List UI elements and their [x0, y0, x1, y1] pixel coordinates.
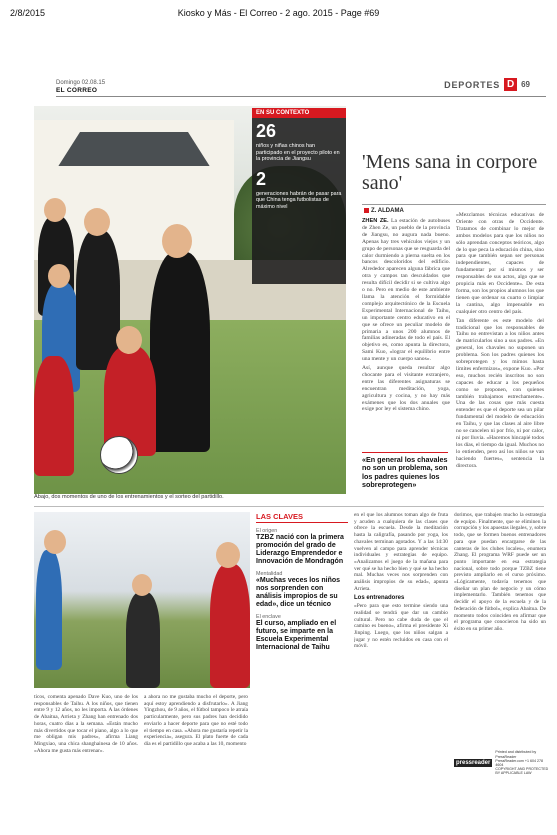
- key-point-text: El curso, ampliado en el futuro, se imparte en la Escuela Experimental Internacional de Taihu: [256, 620, 337, 651]
- section-divider: [34, 506, 544, 507]
- article-paragraph: «Pero para que esto termine siendo una realidad se tendrá que dar un cambio cultural. Pero no cabe duda de que el camino es bueno», afirma el presidente Xi Jinping. Luego, que los niños salgan a jugar y no estén recluidos en casa con el móvil.: [354, 603, 448, 650]
- article-paragraph: «Mezclamos técnicas educativas de Oriente con otras de Occidente. Tratamos de combinar lo mejor de ambos modelos para que los niños no sólo aprendan conceptos teóricos, algo de lo que peca la educación china, sino para que también sepan ser personas independientes, capaces de fundamentar por sí mismos y ser responsables de sus actos, algo que se propicia más en Occidente». De esta forma, son los propios alumnos los que tienen que ordenar su cuarto o limpiar la cantina, algo impensable en cualquier otro centro del país.: [456, 212, 544, 315]
- article-column: ZHEN ZE. La estación de autobuses de Zhen Ze, un pueblo de la provincia de Jiangsu, no augura nada bueno. Apenas hay tres vehículos viejos y un grupo de personas que se resguarda del calor durmiendo a pierna suelta en los bancos descoloridos del edificio. Alrededor aparecen alguna fábrica que otra y campos tan descuidados que resulta difícil decidir si se cultiva algo o no. Pero en medio de este ambiente llama la atención el formidable complejo arquitectónico de la Escuela Experimental Internacional de Taihu, un importante centro educativo en el que se ofrece un peculiar modelo de primaria a unos 200 alumnos de familias adineradas de todo el país. El objetivo es, como apunta la directora, Sami Kuo, «lograr el equilibrio entre una mente y un cuerpo sanos». Así, aunque queda resultar algo chocante para el visitante extranjero, entre las diferentes asignaturas se encuentran meditación, yoga, agricultura y cocina, y no hay más exámenes que los dos anuales que exige por ley el sistema chino.: [362, 218, 450, 413]
- training-photo: [34, 512, 250, 688]
- issue-date: Domingo 02.08.15: [56, 80, 106, 86]
- player-figure: [210, 564, 250, 688]
- section-header: [444, 78, 530, 91]
- footer-line: Printed and distributed by PressReader: [495, 750, 537, 759]
- article-paragraph: Así, aunque queda resultar algo chocante para el visitante extranjero, entre las diferentes asignaturas se encuentran meditación, yoga, agricultura y cocina, y no hay más exámenes que los dos anuales que exige por ley el sistema chino.: [362, 365, 450, 413]
- article-headline: 'Mens sana in corpore sano': [362, 151, 538, 194]
- viewer-header: [0, 8, 557, 22]
- pressreader-logo: pressreader: [456, 760, 491, 766]
- key-point-label: El enclave: [256, 614, 281, 620]
- player-figure: [36, 550, 62, 670]
- footer-line: PressReader.com +1 604 278 4604: [495, 758, 544, 767]
- context-stat-number: 2: [256, 168, 267, 189]
- context-label: EN SU CONTEXTO: [252, 108, 346, 118]
- paper-name: EL CORREO: [56, 87, 98, 94]
- key-point-label: Mentalidad: [256, 571, 283, 577]
- byline: Z. ALDAMA: [364, 208, 404, 214]
- page-number: 69: [521, 80, 530, 89]
- player-figure: [76, 230, 120, 370]
- article-paragraph: ticos, comenta apenado Dave Kuo, uno de los responsables de Taihu. A los niños, que tienen entre 9 y 12 años, no les importa. A las órdenes de Abaitua, Arrieta y Zhang han entrenado dos horas, cuatro días a la semana. «Están mucho más divertidos que tocar el piano, algo a lo que me obligan mis padres», afirma Liang Mingxiao, una chica shanghainesa de 10 años. «Ahora me gusta más entrenar».: [34, 694, 138, 754]
- key-points-box: [256, 512, 348, 652]
- context-stat-text: niños y niñas chinos han participado en el proyecto piloto en la provincia de Jiangsu: [256, 143, 340, 163]
- pull-quote: «En general los chavales no son un problema, son los padres quienes los sobreprotegen»: [362, 452, 448, 490]
- dateline: ZHEN ZE.: [362, 218, 389, 224]
- masthead: [56, 80, 105, 95]
- subheading: Los entrenadores: [354, 595, 405, 602]
- article-column: [34, 694, 138, 770]
- byline-marker-icon: [364, 208, 369, 213]
- section-logo-icon: D: [504, 78, 517, 91]
- context-stat-text: generaciones habrán de pasar para que China tenga futbolistas de máximo nivel: [256, 190, 342, 210]
- footer-line: COPYRIGHT AND PROTECTED BY APPLICABLE LAW: [495, 767, 549, 776]
- pressreader-footer: [454, 750, 550, 776]
- newspaper-page: [30, 56, 550, 776]
- key-point-text: «Muchas veces los niños nos sorprenden con análisis impropios de su edad», dice un técnico: [256, 577, 341, 608]
- key-point-label: El origen: [256, 528, 278, 534]
- article-column: [454, 512, 546, 750]
- article-paragraph: dorimos, que trabajen mucho la estrategia de equipo. Finalmente, que se eliminen la corrupción y los apuestas ilegales, y, sobre todo, que se formen buenos entrenadores para que puedan encargarse de las canteras de los clubes locales», enumera Zhang. El programa WRF puede ser un punto importante en esa estrategia nacional, sobre todo porque TZBZ tiene previsto ampliarlo en el curso próximo. «Lógicamente, todavía tenemos que diseñar un plan de negocio y un cómo implementarlo. También tenemos que decidir el apoyo de la escuela y de la federación de fútbol», explica Abaitua. De momento todos coinciden en afirmar que el programa que conocieron ha sido un éxito en su primer año.: [454, 512, 546, 632]
- article-column: [456, 212, 544, 502]
- soccer-ball-icon: [100, 436, 138, 474]
- section-name: DEPORTES: [444, 79, 501, 90]
- photo-caption: Abajo, dos momentos de uno de los entrenamientos y el sorteo del partidillo.: [34, 494, 346, 502]
- key-points-title: LAS CLAVES: [256, 512, 348, 523]
- article-paragraph: en el que los alumnos toman algo de fruta y acuden a cualquiera de las clases que ofrece la escuela. Desde la meditación hasta la caligrafía, pasando por yoga, los chavales terminan agotados. Y a las 14:30 vuelven al campo para aprender técnicas individuales y estrategias de equipo. «Analizamos el juego de la mañana para ver qué se ha hecho bien y qué se ha hecho mal. Muchas veces nos sorprenden con análisis impropios de su edad», apunta Arrieta.: [354, 512, 448, 592]
- article-column: [354, 512, 448, 770]
- article-column: [144, 694, 248, 770]
- coach-figure: [150, 252, 210, 452]
- viewer-date: 2/8/2015: [10, 8, 46, 18]
- player-figure: [34, 356, 74, 476]
- coach-figure: [126, 592, 160, 688]
- context-stat-number: 26: [256, 121, 277, 141]
- article-paragraph: a ahora no me gustaba mucho el deporte, pero aquí estoy aprendiendo a disfrutarlo». A Jiang Yingzhou, de 9 años, el fútbol tampoco le atraía particularmente, pero sus padres han decidido enviarlo a hacer deporte para que no esté todo el tiempo en casa. «Ahora me gustaría repetir la experiencia», asegura. El plato fuerte de cada día es el partidillo que acaba a las 10, momento: [144, 694, 248, 747]
- context-box: [252, 108, 346, 284]
- key-point-text: TZBZ nació con la primera promoción del grado de Liderazgo Emprendedor e Innovación de Mondragón: [256, 534, 344, 565]
- viewer-title: Kiosko y Más - El Correo - 2 ago. 2015 - Page #69: [177, 8, 380, 18]
- article-paragraph: Tan diferente es este modelo del tradicional que los responsables de Taihu no entrevistan a los niños antes de matricularlos sino a sus padres. «En general, los chavales no suponen un problema. Son los padres quienes los sobreprotegen y los mimos hasta límites enfermizos», expone Kuo. «Por eso, muchos recién inscritos no son capaces de educar a los pequeños como se proponen, con quienes también trabajamos estrechamente». Una de las cosas que más cuesta entender es que el deporte sea un pilar fundamental del modelo de educación en Taihu, y que las clases al aire libre no se cancelen ni por frío, ni por calor, ni por lluvia. «Hacemos hincapié todos los días, el tiempo da igual. Muchos no lo entienden, pero así los niños se van haciendo fuertes», sentencia la directora.: [456, 317, 544, 469]
- masthead-rule: [56, 96, 546, 97]
